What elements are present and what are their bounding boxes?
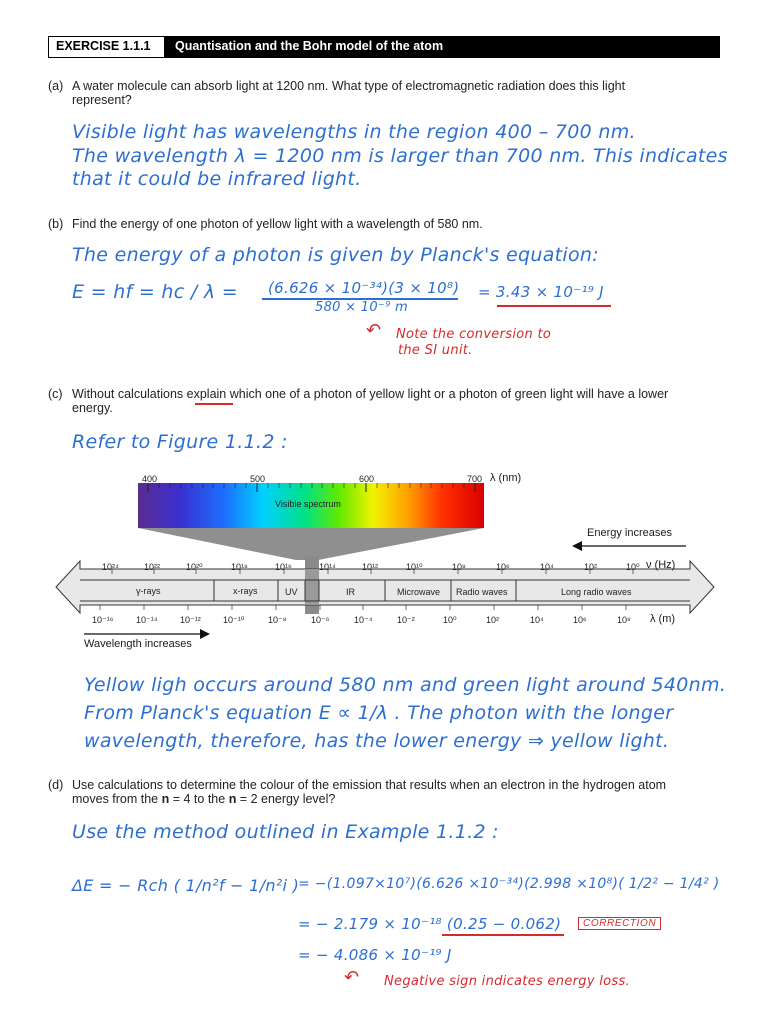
- wl-tick: 10²: [486, 615, 500, 625]
- wl-tick: 10⁸: [617, 615, 631, 625]
- correction-box: CORRECTION: [578, 917, 661, 930]
- freq-tick: 10¹⁶: [275, 562, 292, 572]
- answer-d-method: Use the method outlined in Example 1.1.2 :: [72, 821, 499, 843]
- result-underline: [497, 305, 611, 307]
- vis-tick-500: 500: [250, 474, 266, 484]
- question-a-text-2: represent?: [72, 93, 132, 107]
- region-xray: x-rays: [233, 586, 258, 596]
- question-b-text: Find the energy of one photon of yellow light with a wavelength of 580 nm.: [72, 217, 483, 231]
- refer-figure: Refer to Figure 1.1.2 :: [72, 431, 288, 453]
- wl-tick: 10⁻²: [397, 615, 415, 625]
- freq-tick: 10¹⁴: [319, 562, 336, 572]
- question-c-text-1: Without calculations explain which one of a photon of yellow light or a photon of green light will have a lower: [72, 387, 669, 401]
- freq-tick: 10²⁰: [186, 562, 203, 572]
- answer-d-eq3: = − 4.086 × 10⁻¹⁹ J: [298, 946, 452, 964]
- explain-underline: [195, 403, 233, 405]
- wl-tick: 10⁰: [443, 615, 457, 625]
- freq-tick: 10⁰: [626, 562, 640, 572]
- region-ir: IR: [346, 587, 355, 597]
- wl-tick: 10⁻¹²: [180, 615, 201, 625]
- answer-d-eq1-rhs: = −(1.097×10⁷)(6.626 ×10⁻³⁴)(2.998 ×10⁸)( 1/2² − 1/4² ): [298, 876, 720, 892]
- freq-tick: 10¹²: [362, 562, 379, 572]
- answer-c-line-3: wavelength, therefore, has the lower energy ⇒ yellow light.: [84, 730, 670, 752]
- zoom-funnel: [138, 528, 484, 560]
- exercise-number: EXERCISE 1.1.1: [56, 39, 151, 53]
- wl-tick: 10⁻¹⁰: [223, 615, 245, 625]
- answer-c-line-1: Yellow ligh occurs around 580 nm and green light around 540nm.: [84, 674, 727, 696]
- vis-tick-600: 600: [359, 474, 375, 484]
- answer-c-line-2: From Planck's equation E ∝ 1/λ . The photon with the longer: [84, 702, 674, 724]
- wl-tick: 10⁻¹⁶: [92, 615, 114, 625]
- question-d-text-2: moves from the n = 4 to the n = 2 energy level?: [72, 792, 336, 806]
- region-uv: UV: [285, 587, 298, 597]
- freq-unit-label: ν (Hz): [646, 559, 676, 571]
- question-c-text-2: energy.: [72, 401, 113, 415]
- note-b-line-2: the SI unit.: [398, 343, 473, 358]
- arrow-icon: ↶: [344, 967, 360, 987]
- wl-tick: 10⁻⁸: [268, 615, 287, 625]
- energy-increases-label: Energy increases: [587, 527, 672, 539]
- visible-spectrum-label: Visible spectrum: [275, 499, 341, 509]
- freq-tick: 10²: [584, 562, 598, 572]
- answer-d-eq2: = − 2.179 × 10⁻¹⁸ (0.25 − 0.062): [298, 915, 562, 933]
- freq-tick: 10¹⁰: [406, 562, 423, 572]
- region-radio: Radio waves: [456, 587, 508, 597]
- wl-tick: 10⁻⁴: [354, 615, 373, 625]
- note-b-line-1: Note the conversion to: [396, 327, 552, 342]
- answer-a-line-3: that it could be infrared light.: [72, 168, 362, 190]
- correction-underline: [442, 934, 564, 936]
- region-microwave: Microwave: [397, 587, 441, 597]
- question-c-label: (c): [48, 387, 63, 401]
- wl-tick: 10⁴: [530, 615, 544, 625]
- region-gamma: γ-rays: [136, 586, 161, 596]
- wl-tick: 10⁻¹⁴: [136, 615, 158, 625]
- wavelength-increases-label: Wavelength increases: [84, 638, 192, 650]
- vis-tick-400: 400: [142, 474, 158, 484]
- answer-d-note: Negative sign indicates energy loss.: [384, 974, 631, 989]
- wl-tick: 10⁻⁶: [311, 615, 330, 625]
- question-b-label: (b): [48, 217, 64, 231]
- answer-a-line-1: Visible light has wavelengths in the region 400 – 700 nm.: [72, 121, 636, 143]
- vis-unit-label: λ (nm): [490, 472, 522, 484]
- region-long-radio: Long radio waves: [561, 587, 632, 597]
- answer-a-line-2: The wavelength λ = 1200 nm is larger than 700 nm. This indicates: [72, 145, 728, 167]
- freq-tick: 10⁴: [540, 562, 554, 572]
- wl-tick: 10⁶: [573, 615, 587, 625]
- question-a-label: (a): [48, 79, 64, 93]
- question-a-text-1: A water molecule can absorb light at 1200 nm. What type of electromagnetic radiation does this light: [72, 79, 626, 93]
- exercise-title: Quantisation and the Bohr model of the atom: [175, 39, 444, 53]
- freq-tick: 10¹⁸: [231, 562, 248, 572]
- wl-unit-label: λ (m): [650, 613, 676, 625]
- freq-tick: 10⁶: [496, 562, 510, 572]
- answer-d-eq1-lhs: ΔE = − Rch ( 1/n²f − 1/n²i ): [72, 876, 300, 895]
- answer-b-denominator: 580 × 10⁻⁹ m: [315, 300, 408, 315]
- vis-tick-700: 700: [467, 474, 483, 484]
- question-d-text-1: Use calculations to determine the colour of the emission that results when an electron in the hydrogen atom: [72, 778, 667, 792]
- answer-b-line-1: The energy of a photon is given by Planck's equation:: [72, 244, 599, 266]
- question-d-label: (d): [48, 778, 64, 792]
- answer-b-numerator: (6.626 × 10⁻³⁴)(3 × 10⁸): [268, 279, 460, 297]
- answer-b-result: = 3.43 × 10⁻¹⁹ J: [478, 283, 604, 301]
- freq-tick: 10⁸: [452, 562, 466, 572]
- freq-tick: 10²⁴: [102, 562, 119, 572]
- arrow-icon: ↶: [366, 320, 382, 340]
- answer-b-equation-lhs: E = hf = hc / λ =: [72, 281, 239, 303]
- freq-tick: 10²²: [144, 562, 161, 572]
